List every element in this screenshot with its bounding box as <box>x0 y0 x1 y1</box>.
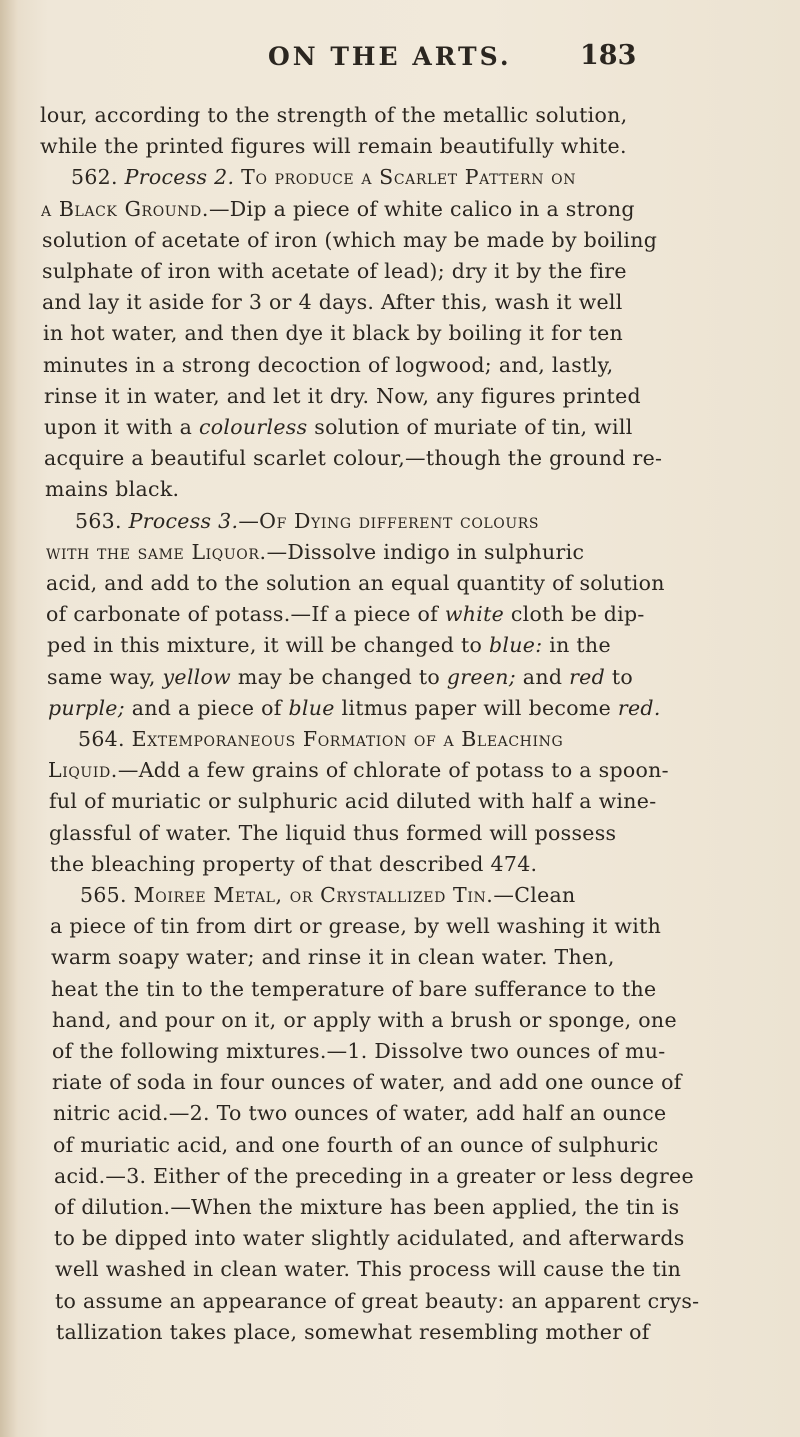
text-run: blue <box>288 696 335 720</box>
text-run: solution of muriate of tin, will <box>307 415 633 439</box>
text-line <box>78 724 770 754</box>
text-run: ful of muriatic or sulphuric acid diluted with half a wine- <box>49 789 657 813</box>
text-run: Process 3. <box>128 509 239 533</box>
text-run: lour, according to the strength of the metallic solution, <box>40 103 628 127</box>
text-run: yellow <box>162 665 232 689</box>
text-run: 562. <box>71 165 125 189</box>
text-line <box>43 318 770 348</box>
text-run: blue: <box>488 633 543 657</box>
text-run: purple; <box>48 696 125 720</box>
text-run: and lay it aside for 3 or 4 days. After this, wash it well <box>42 290 623 314</box>
text-line <box>49 786 770 816</box>
text-run: minutes in a strong decoction of logwood; and, lastly, <box>43 353 614 377</box>
text-run: green; <box>446 665 516 689</box>
text-run: acid.—3. Either of the preceding in a greater or less degree <box>54 1164 694 1188</box>
text-line <box>42 225 770 255</box>
text-run: in hot water, and then dye it black by boiling it for ten <box>43 321 624 345</box>
text-run: rinse it in water, and let it dry. Now, any figures printed <box>44 384 641 408</box>
text-line <box>48 755 770 785</box>
text-run: warm soapy water; and rinse it in clean water. Then, <box>51 945 615 969</box>
text-run: sulphate of iron with acetate of lead); dry it by the fire <box>42 259 627 283</box>
text-run: 563. <box>75 509 129 533</box>
text-line <box>52 1005 770 1035</box>
text-run: nitric acid.—2. To two ounces of water, add half an ounce <box>53 1101 667 1125</box>
text-line <box>45 474 770 504</box>
text-run: to assume an appearance of great beauty: an apparent crys- <box>55 1289 700 1313</box>
text-run: mains black. <box>45 477 180 501</box>
text-line <box>53 1130 770 1160</box>
page-gutter-shadow <box>0 0 18 1437</box>
text-line <box>52 1036 770 1066</box>
running-head: ON THE ARTS. <box>268 42 512 71</box>
text-run: Moiree Metal, or Crystallized Tin. <box>133 883 494 907</box>
text-run: upon it with a <box>44 415 199 439</box>
text-run: with the same Liquor. <box>46 540 267 564</box>
text-line <box>43 350 770 380</box>
text-line <box>44 443 770 473</box>
text-line <box>56 1317 770 1347</box>
text-line <box>42 256 770 286</box>
text-line <box>54 1192 770 1222</box>
text-run: and a piece of <box>124 696 289 720</box>
text-run: Of Dying different colours <box>259 509 540 533</box>
text-run: while the printed figures will remain beautifully white. <box>40 134 627 158</box>
text-run: 564. <box>78 727 132 751</box>
text-run: the bleaching property of that described 474. <box>50 852 538 876</box>
text-line <box>51 974 770 1004</box>
text-line <box>42 287 770 317</box>
text-run: a piece of tin from dirt or grease, by well washing it with <box>50 914 662 938</box>
text-line <box>41 194 770 224</box>
text-line <box>49 818 770 848</box>
text-line <box>40 100 770 130</box>
text-run: —Dip a piece of white calico in a strong <box>208 197 635 221</box>
text-run: — <box>238 509 260 533</box>
text-run: Process 2. <box>124 165 235 189</box>
text-run: solution of acetate of iron (which may be made by boiling <box>42 228 658 252</box>
text-line <box>46 568 770 598</box>
text-line <box>47 630 770 660</box>
text-line <box>40 131 770 161</box>
text-run: litmus paper will become <box>334 696 618 720</box>
text-run: of muriatic acid, and one fourth of an ounce of sulphuric <box>53 1133 659 1157</box>
text-run: —Dissolve indigo in sulphuric <box>266 540 585 564</box>
text-line <box>47 662 770 692</box>
text-run: of carbonate of potass.—If a piece of <box>46 602 445 626</box>
text-run: riate of soda in four ounces of water, and add one ounce of <box>52 1070 682 1094</box>
text-line <box>48 693 770 723</box>
text-run: Extemporaneous Formation of a Bleaching <box>131 727 564 751</box>
text-line <box>53 1098 770 1128</box>
text-run: To produce a Scarlet Pattern on <box>241 165 577 189</box>
text-run: heat the tin to the temperature of bare sufferance to the <box>51 977 657 1001</box>
text-line <box>44 412 770 442</box>
text-run: 565. <box>80 883 134 907</box>
text-run: colourless <box>199 415 308 439</box>
text-line <box>50 849 770 879</box>
text-run: acquire a beautiful scarlet colour,—though the ground re- <box>44 446 663 470</box>
text-run: —Add a few grains of chlorate of potass to a spoon- <box>117 758 669 782</box>
text-run: of dilution.—When the mixture has been applied, the tin is <box>54 1195 680 1219</box>
text-line <box>55 1254 770 1284</box>
text-run: hand, and pour on it, or apply with a brush or sponge, one <box>52 1008 677 1032</box>
text-run: white <box>444 602 505 626</box>
text-line <box>44 381 770 411</box>
text-run: and <box>515 665 570 689</box>
text-run: well washed in clean water. This process will cause the tin <box>55 1257 682 1281</box>
page-number: 183 <box>580 40 637 71</box>
text-line <box>51 942 770 972</box>
text-line <box>54 1161 770 1191</box>
text-line <box>55 1286 770 1316</box>
text-run: to be dipped into water slightly acidulated, and afterwards <box>54 1226 685 1250</box>
text-line <box>52 1067 770 1097</box>
text-line <box>71 162 770 192</box>
text-line <box>46 599 770 629</box>
text-run: a Black Ground. <box>41 197 209 221</box>
text-run: acid, and add to the solution an equal quantity of solution <box>46 571 665 595</box>
text-line <box>50 911 770 941</box>
text-run: —Clean <box>493 883 576 907</box>
text-line <box>75 506 770 536</box>
text-run: cloth be dip- <box>504 602 645 626</box>
text-run: glassful of water. The liquid thus formed will possess <box>49 821 617 845</box>
text-run: same way, <box>47 665 163 689</box>
text-run: tallization takes place, somewhat resembling mother of <box>56 1320 650 1344</box>
text-run: Liquid. <box>48 758 118 782</box>
text-run: red. <box>617 696 661 720</box>
text-line <box>54 1223 770 1253</box>
text-run: may be changed to <box>231 665 447 689</box>
text-run: ped in this mixture, it will be changed to <box>47 633 489 657</box>
text-run: of the following mixtures.—1. Dissolve two ounces of mu- <box>52 1039 666 1063</box>
text-line <box>46 537 770 567</box>
text-run: red <box>569 665 606 689</box>
text-run: in the <box>542 633 611 657</box>
text-line <box>80 880 770 910</box>
text-run: to <box>605 665 634 689</box>
